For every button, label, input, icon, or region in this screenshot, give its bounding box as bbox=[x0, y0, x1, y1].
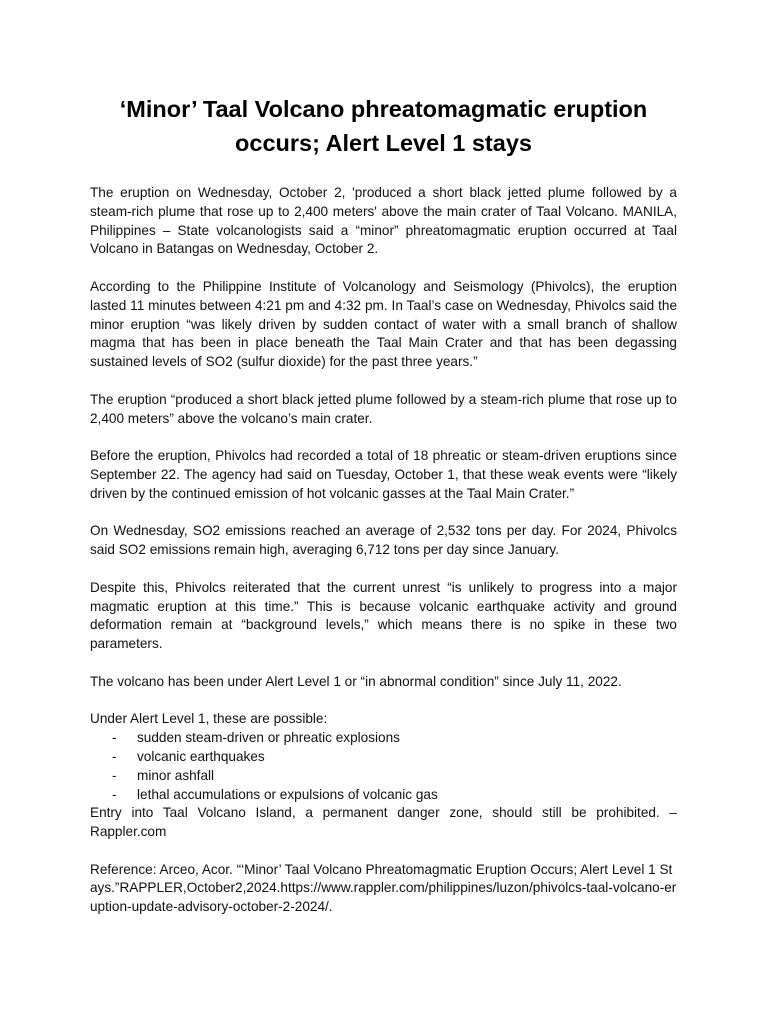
alert-list bbox=[90, 729, 677, 804]
list-item-text: minor ashfall bbox=[137, 767, 215, 783]
paragraph-phivolcs: According to the Philippine Institute of Volcanology and Seismology (Phivolcs), the eruption lasted 11 minutes between 4:21 pm and 4:32 pm. In Taal’s case on Wednesday, Phivolcs said the minor eruption “was likely driven by sudden contact of water with a small branch of shallow magma that has been in place beneath the Taal Main Crater and that has been degassing sustained levels of SO2 (sulfur dioxide) for the past three years.” bbox=[90, 278, 677, 370]
document-page bbox=[90, 92, 677, 917]
paragraph-alert-level: The volcano has been under Alert Level 1 or “in abnormal condition” since July 11, 2022. bbox=[90, 673, 622, 689]
paragraph-intro: The eruption on Wednesday, October 2, 'produced a short black jetted plume followed by a steam-rich plume that rose up to 2,400 meters' above the main crater of Taal Volcano. MANILA, Philippines – State volcanologists said a “minor” phreatomagmatic eruption occurred at Taal Volcano in Batangas on Wednesday, October 2. bbox=[90, 185, 677, 257]
list-marker: - bbox=[112, 748, 117, 764]
article-body bbox=[90, 184, 677, 917]
paragraph-before-eruption: Before the eruption, Phivolcs had recorded a total of 18 phreatic or steam-driven eruptions since September 22. The agency had said on Tuesday, October 1, that these weak events were “likely driven by the continued emission of hot volcanic gasses at the Taal Main Crater.” bbox=[90, 448, 677, 501]
list-item bbox=[90, 748, 677, 767]
paragraph-plume: The eruption “produced a short black jetted plume followed by a steam-rich plume that rose up to 2,400 meters” above the volcano’s main crater. bbox=[90, 391, 677, 426]
list-item bbox=[90, 786, 677, 805]
list-item-text: sudden steam-driven or phreatic explosions bbox=[137, 730, 400, 746]
list-item bbox=[90, 729, 677, 748]
closing-paragraph: Entry into Taal Volcano Island, a permanent danger zone, should still be prohibited. – Rappler.com bbox=[90, 805, 677, 840]
title-line-2: occurs; Alert Level 1 stays bbox=[235, 130, 532, 156]
list-item-text: lethal accumulations or expulsions of volcanic gas bbox=[137, 786, 438, 802]
article-title bbox=[90, 92, 677, 160]
reference-citation: Reference: Arceo, Acor. “‘Minor’ Taal Volcano Phreatomagmatic Eruption Occurs; Alert Level 1 Stays.”RAPPLER,October2,2024.https://www.rappler.com/philippines/luzon/phivolcs-taal-volcano-eruption-update-advisory-october-2-2024/. bbox=[90, 861, 677, 915]
list-marker: - bbox=[112, 730, 117, 746]
alert-list-intro: Under Alert Level 1, these are possible: bbox=[90, 711, 328, 727]
title-line-1: ‘Minor’ Taal Volcano phreatomagmatic eruption bbox=[119, 96, 648, 122]
list-marker: - bbox=[112, 786, 117, 802]
list-marker: - bbox=[112, 767, 117, 783]
paragraph-unrest: Despite this, Phivolcs reiterated that the current unrest “is unlikely to progress into a major magmatic eruption at this time.” This is because volcanic earthquake activity and ground deformation remain at “background levels,” which means there is no spike in these two parameters. bbox=[90, 579, 677, 652]
list-item bbox=[90, 767, 677, 786]
paragraph-so2: On Wednesday, SO2 emissions reached an average of 2,532 tons per day. For 2024, Phivolcs said SO2 emissions remain high, averaging 6,712 tons per day since January. bbox=[90, 523, 677, 558]
list-item-text: volcanic earthquakes bbox=[137, 748, 265, 764]
